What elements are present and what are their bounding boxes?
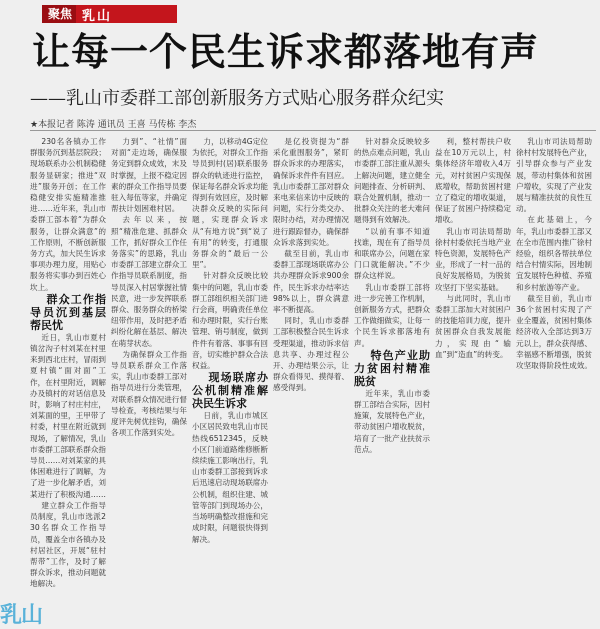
paragraph: 力，以移动4G定位为依托，对群众工作指导员到村(居)联系服务群众的轨迹进行监控，保证每名群众诉求均能得到有效回应，及时解决群众反映的实际问题，实现群众诉求从“有地方说”到“说了有用”的转变，打通服务群众的“最后一公里”。 [192,137,268,270]
watermark-text: 乳山 [0,603,43,628]
article-column-4 [273,136,349,622]
paragraph: 230名各镇办工作群服务沉到基层院段；现场联系办公机制稳健服务显研家；推进“双进”服务开创；在工作稳健安排实施精准推进……近年来，乳山市委群工部本着“为群众服务，让群众满意”的工作原则，不断创新服务方式，加大民生诉求事项办理力度，用贴心服务将实事办到百姓心坎上。 [30,137,106,292]
paragraph: 在此基础上，今年，乳山市委群工部又在全市范围内推广徐村经验，组织各帮扶单位结合村情实际，因地制宜发展特色种植、养殖和乡村旅游等产业。 [516,215,592,292]
article-column-5 [354,136,430,622]
article-column-3 [192,136,268,622]
subtitle: ——乳山市委群工部创新服务方式贴心服务群众纪实 [30,88,444,109]
paragraph: 日前，乳山市城区小区居民致电乳山市民热线6512345，反映小区门前道路维修断断续续施工影响出行，乳山市委群工部接到诉求后迅速启动现场联席办公机制，组织住建、城管等部门到现场办公，当场明确整改措施和完成时限，问题很快得到解决。 [192,411,268,544]
paragraph: 去年以来，按照“精准危建、抓群众工作，抓好群众工作任务落实”的思路，乳山市委群工部建立群众工作指导员联系制度，指导员深入村居掌握社情民意，进一步发挥联系群众、服务群众的桥梁纽带作用，及时把矛盾纠纷化解在基层、解决在萌芽状态。 [111,215,187,348]
article-column-1 [30,136,106,594]
section-tag [42,5,177,23]
paragraph: 与此同时，乳山市委群工部加大对贫困户的技能培训力度，提升贫困群众自我发展能力，实现由“输血”到“造血”的转变。 [435,293,511,359]
paragraph: 力到”、“社情”面对面“走边场，确保服务定到群众成效，末及时掌握，上报不稳定因素的群众工作指导员要驻入每伍等家，并确定帮扶计划困难村居。 [111,137,187,214]
paragraph: 近日，乳山市夏村镇岔沟子村刘某在村里来到西北庄村，冒雨到夏村镇“面对面”工作，在村里附近，调解办及镇村的对话信息及时，影响了村庄村庄，刘某面的里，王甲带了村委，村里在附近就到现场，了解情况，乳山市委群工部联系群众指导员……对刘某家的具体困难进行了调解，为了进一步化解矛盾，刘某进行了积极沟通…… [30,332,106,499]
paragraph: 针对群众反映比较集中的问题，乳山市委群工部组织相关部门进行会商，明确责任单位和办理时限，实行台账管理、销号制度，做到件件有着落、事事有回音，切实维护群众合法权益。 [192,271,268,371]
paragraph: 为确保群众工作指导员联系群众工作落实，乳山市委群工部对指导员进行分类管理，对联系群众情况进行督导检查，考核结果与年度评先树优挂钩，确保各项工作落到实处。 [111,349,187,438]
article-column-6 [435,136,511,622]
paragraph: 乳山市委群工部将进一步完善工作机制，创新服务方式，把群众工作做细做实，让每一个民生诉求都落地有声。 [354,282,430,348]
paragraph: 是亿投资提为“群采化重围服务”，紧盯群众诉求的办理落实，确保诉求件件有回应。乳山市委群工部对群众来电来信来访中反映的问题，实行分类交办、限时办结，对办理情况进行跟踪督办，确保群众诉求落到实处。 [273,137,349,247]
section-subhead: 群众工作指导员沉到基层帮民忧 [30,292,106,332]
paragraph: 利，整村帮扶户收益在10万元以上，村集体经济年增收入4万元，对村贫困户实现保底增收，帮助贫困村建立了稳定的增收渠道，保证了贫困户持续稳定增收。 [435,137,511,225]
paragraph: 截至目前，乳山市委群工部现场联席办公共办理群众诉求900余件，民生诉求办结率达98%以上，群众满意率不断提高。 [273,249,349,315]
article-column-7 [516,136,592,622]
paragraph: 乳山市司法局帮助徐村村委依托当地产业特色资源，发展特色产业，形成了一村一品的良好发展格局，为脱贫攻坚打下坚实基础。 [435,226,511,292]
paragraph: 针对群众反映较多的热点难点问题，乳山市委群工部注重从源头上解决问题，建立健全问题排查、分析研判、联合处置机制，推动一批群众关注的老大难问题得到有效解决。 [354,137,430,225]
section-subhead: 特色产业助力贫困村精准脱贫 [354,348,430,388]
byline: ★本报记者 陈涛 通讯员 王喜 马传栋 李杰 [30,120,197,130]
article-column-2 [111,136,187,622]
header-divider [30,130,596,131]
section-focus-label: 聚焦 [42,5,76,23]
section-place-label: 乳山 [82,8,113,24]
paragraph: 同时，乳山市委群工部积极整合民生诉求受理渠道，推动诉求信息共享、办理过程公开、办理结果公示，让群众看得见、摸得着、感受得到。 [273,316,349,393]
paragraph: 建立群众工作指导员制度，乳山市选派230名群众工作指导员，覆盖全市各镇办及村居社区，开展“驻村帮带”工作，及时了解群众诉求，推动问题就地解决。 [30,500,106,589]
paragraph: 近年来，乳山市委群工部结合实际，因村施策，发展特色产业，带动贫困户增收脱贫，培育了一批产业扶贫示范点。 [354,388,430,454]
watermark-logo [0,598,70,628]
paragraph: 截至目前，乳山市36个贫困村实现了产业全覆盖，贫困村集体经济收入全部达到3万元以上，群众获得感、幸福感不断增强，脱贫攻坚取得阶段性成效。 [516,293,592,371]
paragraph: “以前有事不知道找谁，现在有了指导员和联席办公，问题在家门口就能解决。”不少群众这样说。 [354,226,430,281]
headline: 让每一个民生诉求都落地有声 [32,29,540,74]
paragraph: 乳山市司法局帮助徐村村发展特色产业，引导群众参与产业发展，带动村集体和贫困户增收，实现了产业发展与精准扶贫的良性互动。 [516,137,592,214]
section-subhead: 现场联席办公机制精准解决民生诉求 [192,371,268,411]
